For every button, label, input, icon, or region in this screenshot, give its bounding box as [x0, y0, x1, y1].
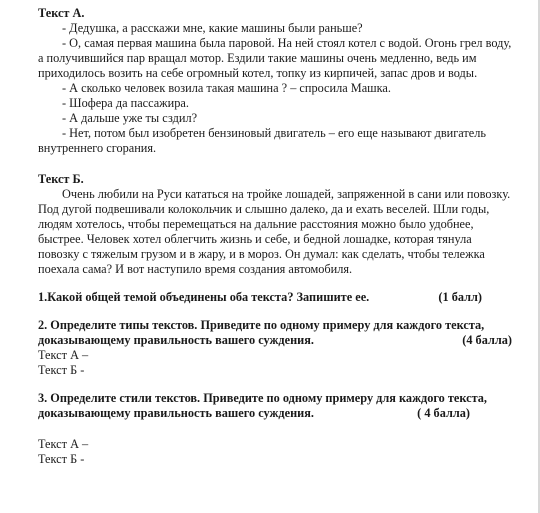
question-1-text: 1.Какой общей темой объединены оба текста? Запишите ее.	[38, 290, 370, 304]
question-3-text: 3. Определите стили текстов. Приведите по одному примеру для каждого текста,	[38, 391, 487, 405]
text-a-title: Текст А.	[38, 6, 85, 20]
question-3-answer-a: Текст А –	[38, 437, 89, 451]
text-b-title: Текст Б.	[38, 172, 84, 186]
question-1	[38, 290, 516, 305]
question-3-text-cont: доказывающему правильность вашего суждения.	[38, 406, 314, 420]
question-2-row	[38, 333, 516, 348]
question-2-points: (4 балла)	[462, 333, 512, 347]
text-b-body: Очень любили на Руси кататься на тройке лошадей, запряженной в сани или повозку. Под дугой подвешивали колокольчик и слышно далеко, да и ехать веселей. Шли годы, людям хотелось, чтобы перемещаться на дальние расстояния можно было удобнее, быстрее. Человек хотел облегчить жизнь и себе, и бедной лошадке, которая тянула повозку с тяжелым грузом и в жару, и в мороз. Он думал: как сделать, чтобы тележка поехала сама? И вот наступило время создания автомобиля.	[38, 187, 511, 276]
text-a-line: - О, самая первая машина была паровой. На ней стоял котел с водой. Огонь грел воду, а получившийся пар вращал мотор. Ездили такие машины очень медленно, ведь им приходилось возить на себе огромный котел, топку из кирпичей, запас дров и воды.	[38, 36, 512, 80]
question-3-row	[38, 406, 516, 421]
question-2-text: 2. Определите типы текстов. Приведите по одному примеру для каждого текста,	[38, 318, 485, 332]
text-a-line: - Нет, потом был изобретен бензиновый двигатель – его еще называют двигатель внутреннего сгорания.	[38, 126, 486, 155]
question-3-points: ( 4 балла)	[417, 406, 470, 420]
question-2-text-cont: доказывающему правильность вашего суждения.	[38, 333, 314, 347]
text-a-line: - А дальше уже ты сздил?	[62, 111, 198, 125]
text-a-line: - Шофера да пассажира.	[62, 96, 189, 110]
text-a-line: - Дедушка, а расскажи мне, какие машины были раньше?	[62, 21, 363, 35]
question-3-answer-b: Текст Б -	[38, 452, 85, 466]
question-1-points: (1 балл)	[438, 290, 482, 304]
question-2-answer-b: Текст Б -	[38, 363, 85, 377]
document-body	[38, 6, 516, 467]
text-a-line: - А сколько человек возила такая машина ? – спросила Машка.	[62, 81, 391, 95]
question-2-answer-a: Текст А –	[38, 348, 89, 362]
